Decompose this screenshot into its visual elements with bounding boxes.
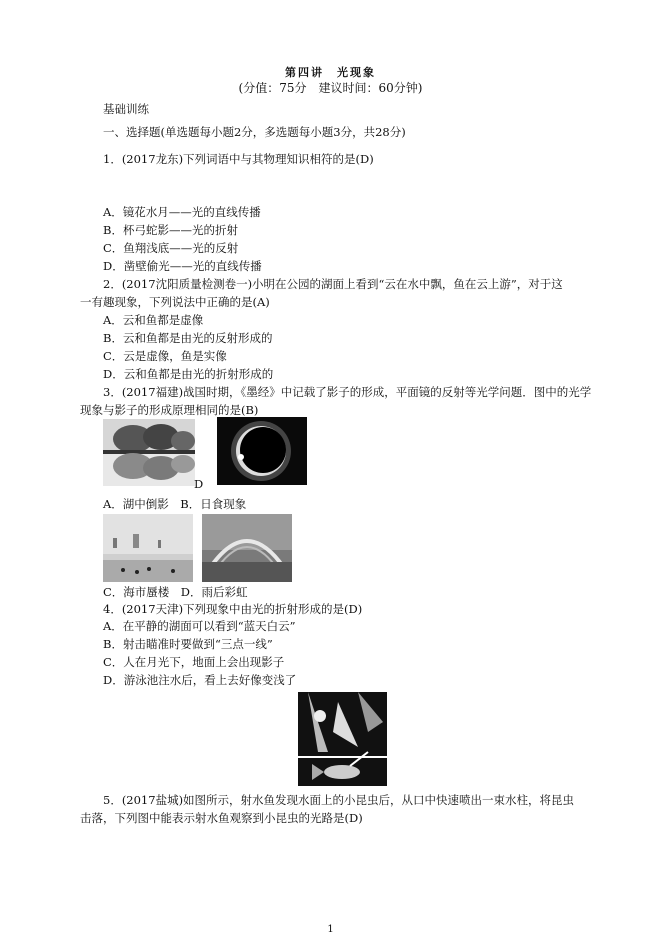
solar-eclipse-image xyxy=(217,417,307,485)
q1-option-c: C．鱼翔浅底——光的反射 xyxy=(103,241,239,255)
q1-stem: 1．(2017龙东)下列词语中与其物理知识相符的是(D) xyxy=(103,152,374,166)
page-number: 1 xyxy=(327,924,334,935)
q3-options-row1: A．湖中倒影 B．日食现象 xyxy=(103,497,247,511)
q5-stem-line1: 5．(2017盐城)如图所示，射水鱼发现水面上的小昆虫后，从口中快速喷出一束水柱，将昆虫 xyxy=(103,793,575,807)
q2-stem-line2: 一有趣现象，下列说法中正确的是(A) xyxy=(80,295,270,309)
q4-option-b: B．射击瞄准时要做到“三点一线” xyxy=(103,637,273,651)
q3-stem-line2: 现象与影子的形成原理相同的是(B) xyxy=(80,403,259,417)
lake-reflection-image xyxy=(103,419,195,486)
q4-stem: 4．(2017天津)下列现象中由光的折射形成的是(D) xyxy=(103,602,363,616)
q2-option-a: A．云和鱼都是虚像 xyxy=(103,313,204,327)
q3-d-label: D xyxy=(194,477,204,491)
q3-options-row2: C．海市蜃楼 D．雨后彩虹 xyxy=(103,585,248,599)
q2-stem-line1: 2．(2017沈阳质量检测卷一)小明在公园的湖面上看到“云在水中飘，鱼在云上游”，对于这 xyxy=(103,277,563,291)
section-heading: 基础训练 xyxy=(103,102,149,116)
part-heading: 一、选择题(单选题每小题2分，多选题每小题3分，共28分) xyxy=(103,125,406,139)
q4-option-c: C．人在月光下，地面上会出现影子 xyxy=(103,655,285,669)
q4-option-a: A．在平静的湖面可以看到“蓝天白云” xyxy=(103,619,296,633)
mirage-image xyxy=(103,514,193,582)
q2-option-d: D．云和鱼都是由光的折射形成的 xyxy=(103,367,274,381)
q1-option-d: D．凿壁偷光——光的直线传播 xyxy=(103,259,262,273)
q3-stem-line1: 3．(2017福建)战国时期，《墨经》中记载了影子的形成，平面镜的反射等光学问题．图中的光学 xyxy=(103,385,592,399)
archer-fish-image xyxy=(298,692,387,786)
rainbow-image xyxy=(202,514,292,582)
q5-stem-line2: 击落，下列图中能表示射水鱼观察到小昆虫的光路是(D) xyxy=(80,811,363,825)
doc-subtitle: (分值：75分 建议时间：60分钟) xyxy=(238,81,423,95)
q2-option-b: B．云和鱼都是由光的反射形成的 xyxy=(103,331,273,345)
q2-option-c: C．云是虚像，鱼是实像 xyxy=(103,349,227,363)
q1-option-b: B．杯弓蛇影——光的折射 xyxy=(103,223,238,237)
q4-option-d: D．游泳池注水后，看上去好像变浅了 xyxy=(103,673,297,687)
doc-title: 第四讲 光现象 xyxy=(285,66,376,79)
q1-option-a: A．镜花水月——光的直线传播 xyxy=(103,205,261,219)
